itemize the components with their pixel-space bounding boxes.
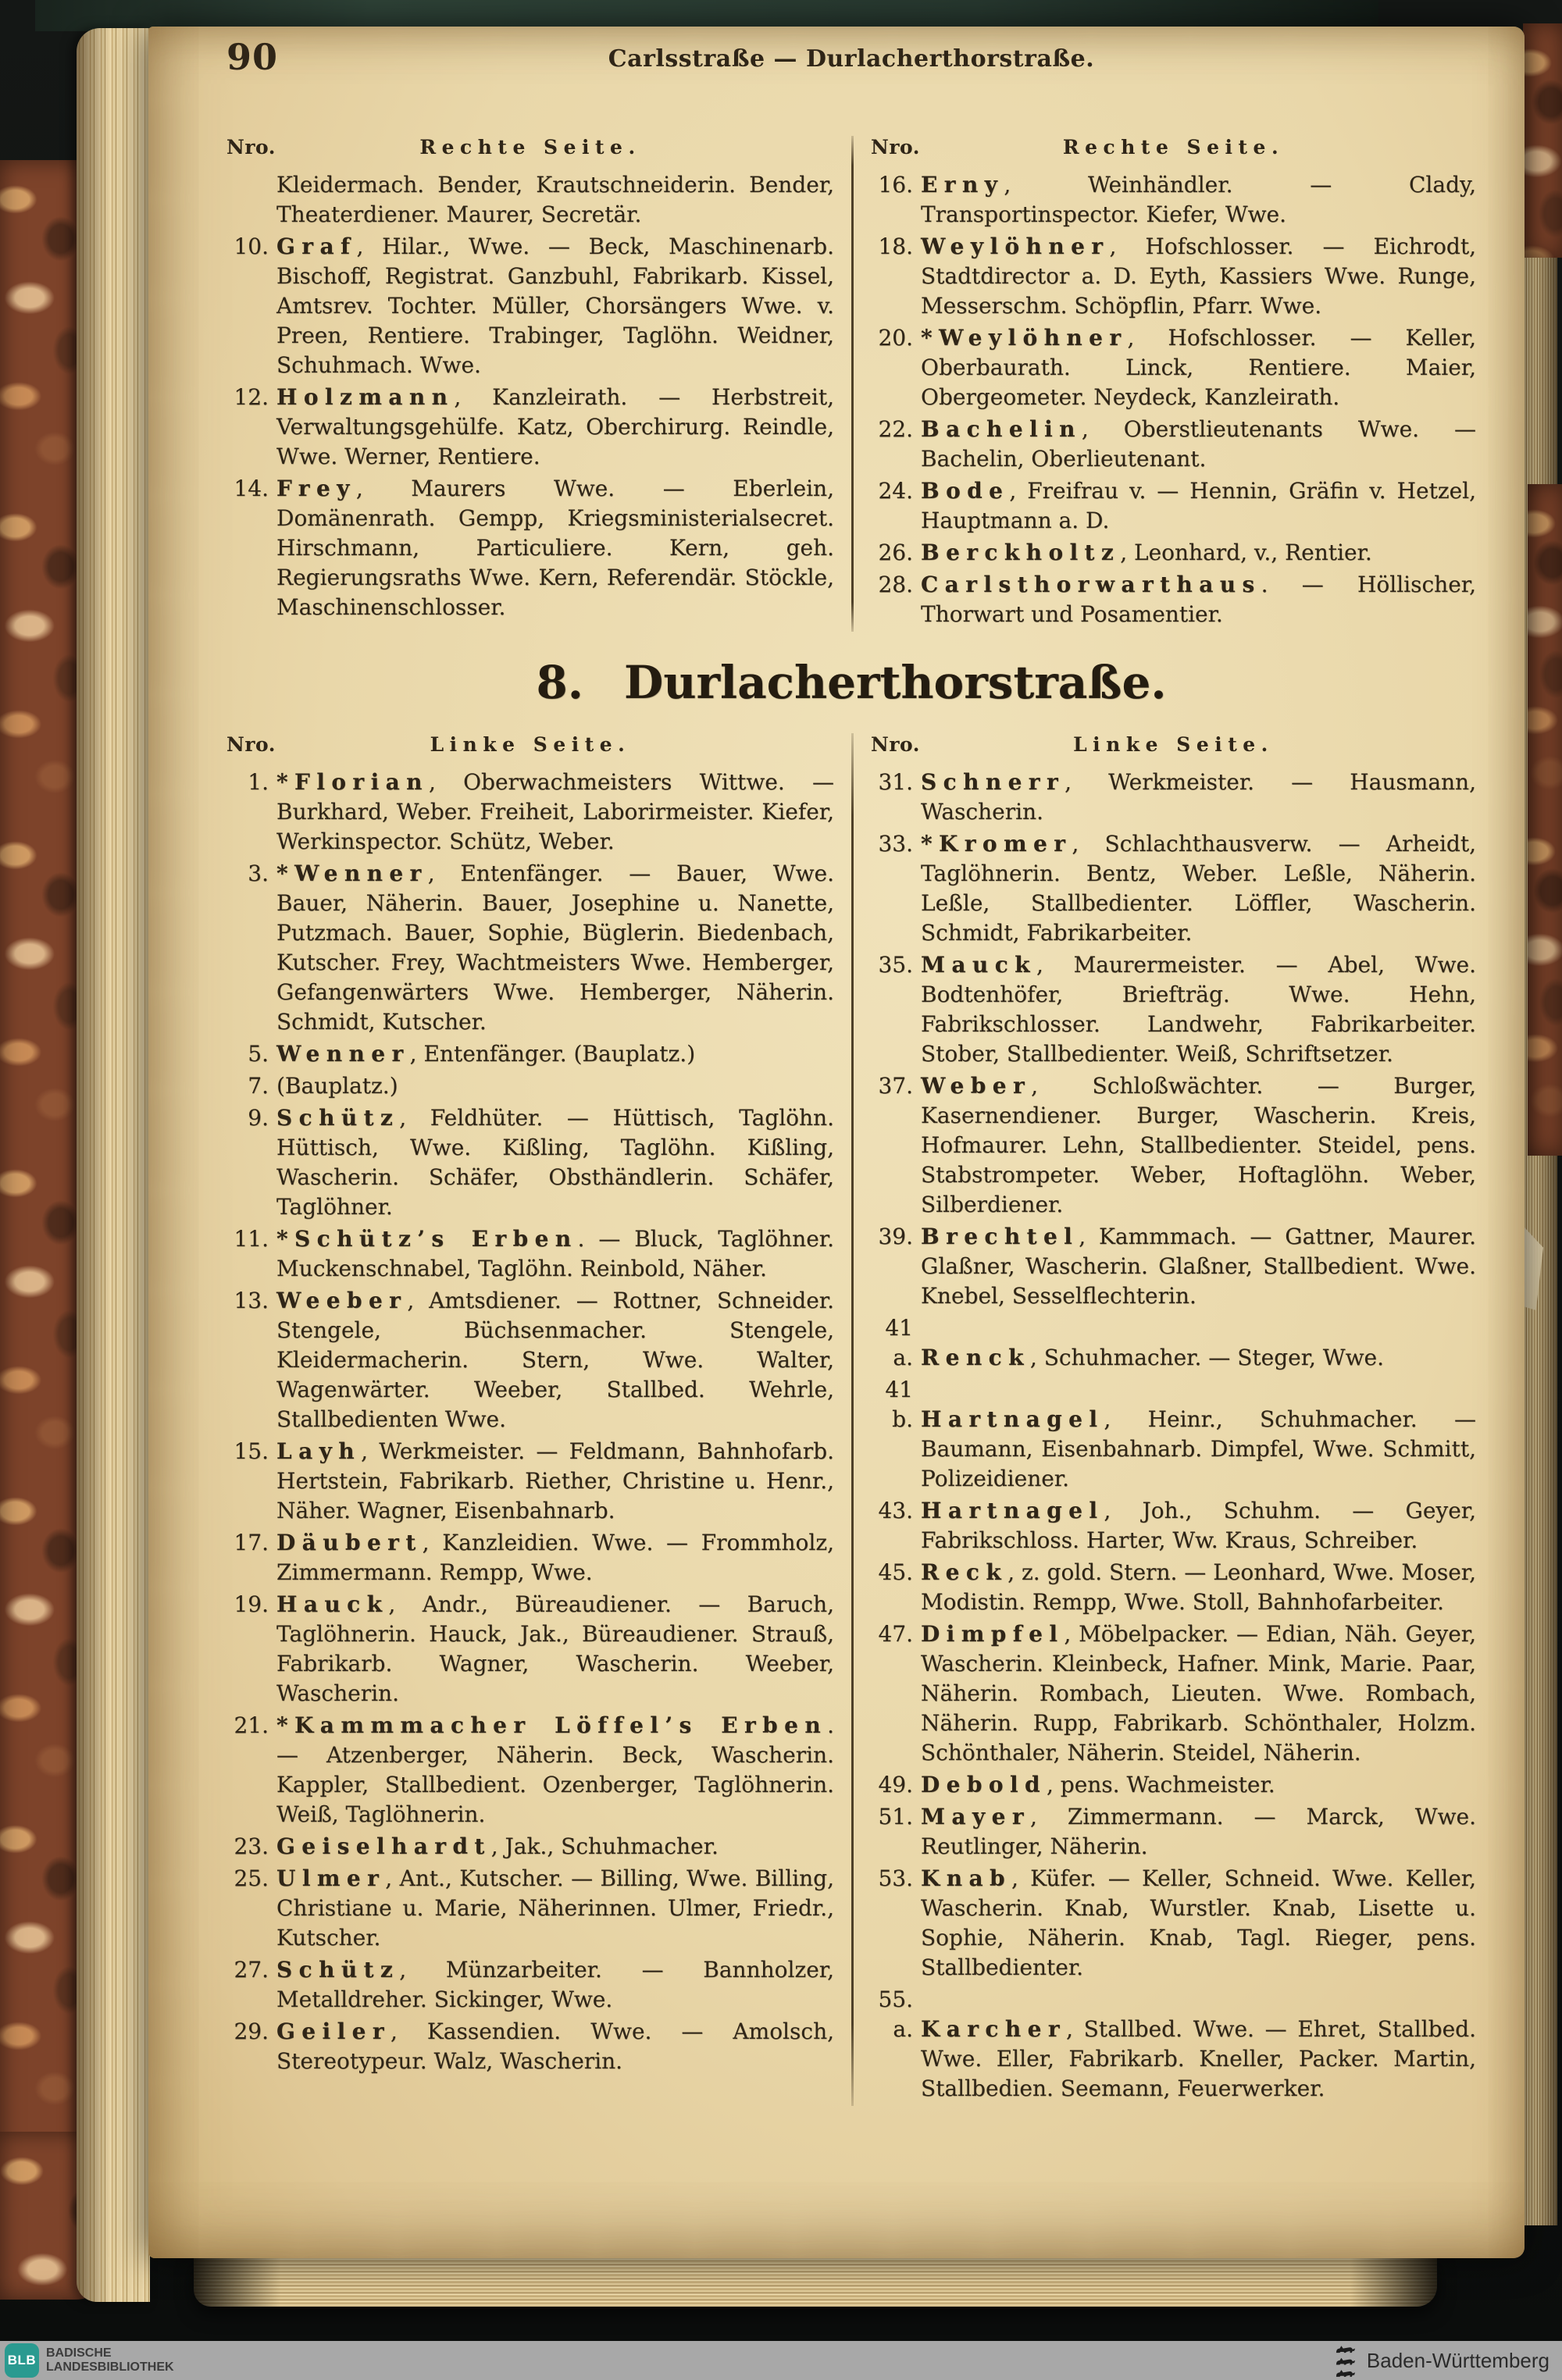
entry-name: Graf bbox=[276, 233, 357, 259]
entry-number: 12. bbox=[234, 384, 269, 410]
entry-text: , Feldhüter. — Hüttisch, Taglöhn. Hüttisch, Wwe. Kißling, Taglöhn. Kißling, Wascherin. Schäfer, Obsthändlerin. Schäfer, Taglöhner. bbox=[276, 1105, 834, 1220]
directory-entry bbox=[871, 950, 1476, 1069]
entry-name: Schütz bbox=[276, 1105, 400, 1131]
entry-number: 41 b. bbox=[885, 1377, 913, 1432]
library-name bbox=[46, 2346, 174, 2375]
entry-text: , Heinr., Schuhmacher. — Baumann, Eisenbahnarb. Dimpfel, Wwe. Schmitt, Polizeidiener. bbox=[921, 1406, 1476, 1491]
street-name: Durlacherthorstraße. bbox=[624, 656, 1167, 709]
entry-text: , Maurers Wwe. — Eberlein, Domänenrath. Gempp, Kriegsministerialsecret. Hirschmann, Particuliere. Kern, geh. Regierungsraths Wwe. Kern, Referendär. Stöckle, Maschinenschlosser. bbox=[276, 476, 834, 620]
entry-number: 10. bbox=[234, 233, 269, 259]
entry-name: *Kammmacher Löffel’s Erben bbox=[276, 1712, 828, 1738]
entry-text: , z. gold. Stern. — Leonhard, Wwe. Moser, Modistin. Rempp, Wwe. Stoll, Bahnhofarbeiter. bbox=[921, 1559, 1476, 1615]
entries-list bbox=[871, 170, 1476, 629]
directory-entry bbox=[871, 1864, 1476, 1983]
nro-label: Nro. bbox=[871, 136, 920, 159]
directory-entry bbox=[226, 1864, 834, 1953]
entry-text: . — Atzenberger, Näherin. Beck, Wascherin. Kappler, Stallbedient. Ozenberger, Taglöhnerin. Weiß, Taglöhnerin. bbox=[276, 1712, 834, 1827]
library-name-line2: LANDESBIBLIOTHEK bbox=[46, 2360, 174, 2374]
entry-number: 20. bbox=[878, 325, 913, 351]
directory-entry bbox=[871, 170, 1476, 230]
entry-text: , pens. Wachmeister. bbox=[1046, 1772, 1275, 1797]
entries-list bbox=[871, 768, 1476, 2104]
entry-text: , Leonhard, v., Rentier. bbox=[1120, 540, 1372, 565]
book-page bbox=[148, 27, 1525, 2258]
marbled-cover-left bbox=[0, 160, 84, 2159]
street-number: 8. bbox=[536, 656, 584, 709]
entry-number: 23. bbox=[234, 1833, 269, 1859]
entry-number: 27. bbox=[234, 1957, 269, 1983]
column-header bbox=[226, 136, 834, 162]
nro-label: Nro. bbox=[226, 733, 276, 756]
entry-name: Wenner bbox=[276, 1041, 410, 1067]
side-label: Linke Seite. bbox=[1073, 733, 1274, 756]
directory-entry bbox=[871, 1222, 1476, 1311]
column-header bbox=[871, 733, 1476, 760]
entry-text: , Entenfänger. — Bauer, Wwe. Bauer, Näherin. Bauer, Josephine u. Nanette, Putzmach. Bauer, Sophie, Büglerin. Biedenbach, Kutscher. Frey, Wachtmeisters Wwe. Hemberger, Gefangenwärters Wwe. Hemberger, Näherin. Schmidt, Kutscher. bbox=[276, 860, 834, 1035]
directory-entry bbox=[871, 1375, 1476, 1494]
entry-text: (Bauplatz.) bbox=[276, 1073, 398, 1099]
entry-text: , Stallbed. Wwe. — Ehret, Stallbed. Wwe. Eller, Fabrikarb. Kneller, Packer. Martin, Stallbedien. Seemann, Feuerwerker. bbox=[921, 2016, 1476, 2101]
directory-entry bbox=[226, 1039, 834, 1069]
entry-name: Renck bbox=[921, 1345, 1030, 1370]
entry-number: 45. bbox=[878, 1559, 913, 1585]
library-name-line1: BADISCHE bbox=[46, 2346, 112, 2360]
entry-number: 5. bbox=[248, 1041, 269, 1067]
column-divider bbox=[851, 733, 854, 2106]
column-bottom-left bbox=[226, 733, 834, 2106]
directory-entry bbox=[226, 170, 834, 230]
entry-number: 13. bbox=[234, 1288, 269, 1313]
directory-entry bbox=[226, 1955, 834, 2015]
directory-entry bbox=[871, 232, 1476, 321]
entry-number: 47. bbox=[878, 1621, 913, 1647]
entry-name: Geiselhardt bbox=[276, 1833, 491, 1859]
directory-entry bbox=[226, 232, 834, 380]
entry-text: , Kanzleidien. Wwe. — Frommholz, Zimmermann. Rempp, Wwe. bbox=[276, 1530, 834, 1585]
entry-text: , Zimmermann. — Marck, Wwe. Reutlinger, Näherin. bbox=[921, 1804, 1476, 1859]
entry-name: Weber bbox=[921, 1073, 1032, 1099]
entry-name: *Kromer bbox=[921, 831, 1072, 857]
entry-number: 31. bbox=[878, 769, 913, 795]
entry-name: Mayer bbox=[921, 1804, 1030, 1830]
entry-text: , Weinhändler. — Clady, Transportinspector. Kiefer, Wwe. bbox=[921, 172, 1476, 227]
directory-entry bbox=[871, 570, 1476, 629]
entry-text: , Münzarbeiter. — Bannholzer, Metalldreher. Sickinger, Wwe. bbox=[276, 1957, 834, 2012]
directory-entry bbox=[871, 1496, 1476, 1555]
entry-number: 41 a. bbox=[885, 1315, 913, 1370]
directory-entry bbox=[226, 383, 834, 472]
directory-entry bbox=[226, 1224, 834, 1284]
entry-name: *Schütz’s Erben bbox=[276, 1226, 578, 1252]
directory-entry bbox=[226, 1528, 834, 1587]
entry-text: , Werkmeister. — Feldmann, Bahnhofarb. Hertstein, Fabrikarb. Riether, Christine u. Henr., Näher. Wagner, Eisenbahnarb. bbox=[276, 1438, 834, 1523]
entry-number: 24. bbox=[878, 478, 913, 504]
entry-name: Schnerr bbox=[921, 769, 1065, 795]
directory-entry bbox=[226, 1590, 834, 1708]
viewer-footer-bar bbox=[0, 2341, 1562, 2380]
entry-number: 29. bbox=[234, 2018, 269, 2044]
entry-text: , Möbelpacker. — Edian, Näh. Geyer, Wascherin. Kleinbeck, Hafner. Mink, Marie. Paar, Näherin. Rombach, Lieuten. Wwe. Rombach, Näherin. Rupp, Fabrikarb. Schönthaler, Holzm. Schönthaler, Näherin. Steidel, Näherin. bbox=[921, 1621, 1476, 1765]
entry-name: Hauck bbox=[276, 1591, 389, 1617]
entry-number: 35. bbox=[878, 952, 913, 978]
entry-number: 14. bbox=[234, 476, 269, 501]
entry-name: Hartnagel bbox=[921, 1406, 1104, 1432]
entry-text: , Schlachthausverw. — Arheidt, Taglöhnerin. Bentz, Weber. Leßle, Näherin. Leßle, Stallbedienter. Löffler, Wascherin. Schmidt, Fabrikarbeiter. bbox=[921, 831, 1476, 946]
directory-entry bbox=[871, 476, 1476, 536]
side-label: Rechte Seite. bbox=[1062, 136, 1285, 159]
entry-name: *Florian bbox=[276, 769, 429, 795]
entry-name: Geiler bbox=[276, 2018, 390, 2044]
entry-text: , Ant., Kutscher. — Billing, Wwe. Billing, Christiane u. Marie, Näherinnen. Ulmer, Friedr., Kutscher. bbox=[276, 1865, 834, 1951]
entry-number: 21. bbox=[234, 1712, 269, 1738]
entry-name: Mauck bbox=[921, 952, 1036, 978]
entry-text: , Maurermeister. — Abel, Wwe. Bodtenhöfer, Briefträg. Wwe. Hehn, Fabrikschlosser. Landwehr, Fabrikarbeiter. Stober, Stallbedienter. Weiß, Schriftsetzer. bbox=[921, 952, 1476, 1067]
directory-entry bbox=[871, 1985, 1476, 2104]
entry-text: , Hilar., Wwe. — Beck, Maschinenarb. Bischoff, Registrat. Ganzbuhl, Fabrikarb. Kissel, Amtsrev. Tochter. Müller, Chorsängers Wwe. v. Preen, Rentiere. Trabinger, Taglöhn. Weidner, Schuhmach. Wwe. bbox=[276, 233, 834, 378]
bw-lions-icon bbox=[1334, 2343, 1357, 2378]
entry-text: . — Bluck, Taglöhner. Muckenschnabel, Taglöhn. Reinbold, Näher. bbox=[276, 1226, 834, 1281]
directory-entry bbox=[871, 1313, 1476, 1373]
entry-number: 9. bbox=[248, 1105, 269, 1131]
directory-entry bbox=[871, 1071, 1476, 1220]
entry-name: Layh bbox=[276, 1438, 362, 1464]
entry-number: 43. bbox=[878, 1498, 913, 1523]
entry-text: , Oberstlieutenants Wwe. — Bachelin, Oberlieutenant. bbox=[921, 416, 1476, 472]
entry-number: 1. bbox=[248, 769, 269, 795]
entry-name: Weeber bbox=[276, 1288, 408, 1313]
directory-entry bbox=[226, 1103, 834, 1222]
directory-entry bbox=[871, 415, 1476, 474]
entry-name: Weylöhner bbox=[921, 233, 1110, 259]
entry-text: , Andr., Büreaudiener. — Baruch, Taglöhnerin. Hauck, Jak., Büreaudiener. Strauß, Fabrikarb. Wagner, Wascherin. Weeber, Wascherin. bbox=[276, 1591, 834, 1706]
directory-entry bbox=[226, 1071, 834, 1101]
entry-text: , Schloßwächter. — Burger, Kasernendiener. Burger, Wascherin. Kreis, Hofmaurer. Lehn, Stallbedienter. Steidel, pens. Stabstrompeter. Weber, Hoftaglöhn. Weber, Silberdiener. bbox=[921, 1073, 1476, 1217]
entry-number: 7. bbox=[248, 1073, 269, 1099]
entry-name: Brechtel bbox=[921, 1224, 1079, 1249]
entry-number: 11. bbox=[234, 1226, 269, 1252]
entry-text: , Entenfänger. (Bauplatz.) bbox=[409, 1041, 696, 1067]
directory-entry bbox=[871, 1770, 1476, 1800]
directory-entry bbox=[226, 474, 834, 622]
entry-text: , Jak., Schuhmacher. bbox=[490, 1833, 719, 1859]
column-top-left bbox=[226, 136, 834, 632]
page-edges-bottom bbox=[194, 2258, 1437, 2307]
entry-name: Carlsthorwarthaus bbox=[921, 572, 1261, 597]
entry-name: Schütz bbox=[276, 1957, 400, 1983]
entry-text: , Kanzleirath. — Herbstreit, Verwaltungsgehülfe. Katz, Oberchirurg. Reindle, Wwe. Werner, Rentiere. bbox=[276, 384, 834, 469]
entry-name: Knab bbox=[921, 1865, 1012, 1891]
entry-text: , Hofschlosser. — Keller, Oberbaurath. Linck, Rentiere. Maier, Obergeometer. Neydeck, Kanzleirath. bbox=[921, 325, 1476, 410]
entry-number: 39. bbox=[878, 1224, 913, 1249]
entry-number: 28. bbox=[878, 572, 913, 597]
column-bottom-right bbox=[871, 733, 1476, 2106]
entry-number: 55. a. bbox=[878, 1986, 913, 2042]
entry-text: , Kassendien. Wwe. — Amolsch, Stereotypeur. Walz, Wascherin. bbox=[276, 2018, 834, 2074]
entry-name: Debold bbox=[921, 1772, 1047, 1797]
directory-entry bbox=[871, 323, 1476, 412]
entry-number: 53. bbox=[878, 1865, 913, 1891]
entry-name: *Weylöhner bbox=[921, 325, 1128, 351]
entry-text: , Küfer. — Keller, Schneid. Wwe. Keller, Wascherin. Knab, Wurstler. Knab, Lisette u. Sophie, Näherin. Knab, Tagl. Rieger, pens. Stallbedienter. bbox=[921, 1865, 1476, 1980]
directory-entry bbox=[871, 829, 1476, 948]
directory-entry bbox=[226, 1832, 834, 1862]
entry-text: , Amtsdiener. — Rottner, Schneider. Stengele, Büchsenmacher. Stengele, Kleidermacherin. Stern, Wwe. Walter, Wagenwärter. Weeber, Stallbed. Wehrle, Stallbedienten Wwe. bbox=[276, 1288, 834, 1432]
marbled-cover-right bbox=[1528, 484, 1562, 1156]
side-label: Linke Seite. bbox=[430, 733, 631, 756]
directory-entry bbox=[226, 768, 834, 857]
side-label: Rechte Seite. bbox=[419, 136, 641, 159]
entry-number: 22. bbox=[878, 416, 913, 442]
entries-list bbox=[226, 170, 834, 622]
street-section-heading bbox=[226, 656, 1476, 709]
entry-number: 25. bbox=[234, 1865, 269, 1891]
entry-name: Däubert bbox=[276, 1530, 423, 1555]
entry-number: 17. bbox=[234, 1530, 269, 1555]
entry-number: 33. bbox=[878, 831, 913, 857]
directory-entry bbox=[871, 1802, 1476, 1862]
entry-name: Berckholtz bbox=[921, 540, 1121, 565]
directory-entry bbox=[871, 768, 1476, 827]
entry-name: Karcher bbox=[921, 2016, 1067, 2042]
entry-number: 19. bbox=[234, 1591, 269, 1617]
directory-entry bbox=[226, 2017, 834, 2076]
entry-text: Kleidermach. Bender, Krautschneiderin. Bender, Theaterdiener. Maurer, Secretär. bbox=[276, 172, 834, 227]
directory-entry bbox=[226, 859, 834, 1037]
entry-number: 3. bbox=[248, 860, 269, 886]
directory-entry bbox=[226, 1437, 834, 1526]
entry-name: Bachelin bbox=[921, 416, 1082, 442]
column-top-right bbox=[871, 136, 1476, 632]
nro-label: Nro. bbox=[871, 733, 920, 756]
entry-name: Reck bbox=[921, 1559, 1008, 1585]
entry-name: Bode bbox=[921, 478, 1010, 504]
entry-text: , Werkmeister. — Hausmann, Wascherin. bbox=[921, 769, 1476, 825]
entry-number: 49. bbox=[878, 1772, 913, 1797]
column-header bbox=[226, 733, 834, 760]
entry-name: Dimpfel bbox=[921, 1621, 1065, 1647]
section-durlacherthorstrasse bbox=[226, 733, 1476, 2106]
running-head: Carlsstraße — Durlacherthorstraße. bbox=[608, 45, 1095, 73]
directory-entry bbox=[871, 1619, 1476, 1768]
directory-entry bbox=[871, 538, 1476, 568]
entry-text: , Oberwachmeisters Wittwe. — Burkhard, Weber. Freiheit, Laborirmeister. Kiefer, Werkinspector. Schütz, Weber. bbox=[276, 769, 834, 854]
entry-number: 15. bbox=[234, 1438, 269, 1464]
nro-label: Nro. bbox=[226, 136, 276, 159]
state-label: Baden-Württemberg bbox=[1366, 2348, 1550, 2372]
column-header bbox=[871, 136, 1476, 162]
marbled-cover-top-right bbox=[1523, 23, 1562, 258]
section-carlsstrasse bbox=[226, 136, 1476, 632]
entry-name: Frey bbox=[276, 476, 356, 501]
entry-text: , Schuhmacher. — Steger, Wwe. bbox=[1029, 1345, 1385, 1370]
baden-wuerttemberg-logo bbox=[1334, 2343, 1550, 2378]
entry-name: Holzmann bbox=[276, 384, 455, 410]
entry-name: Erny bbox=[921, 172, 1004, 198]
entry-text: , Joh., Schuhm. — Geyer, Fabrikschloss. Harter, Ww. Kraus, Schreiber. bbox=[921, 1498, 1476, 1553]
entry-text: . — Höllischer, Thorwart und Posamentier. bbox=[921, 572, 1476, 627]
directory-entry bbox=[226, 1711, 834, 1830]
entry-name: Hartnagel bbox=[921, 1498, 1104, 1523]
entry-number: 26. bbox=[878, 540, 913, 565]
entry-text: , Hofschlosser. — Eichrodt, Stadtdirector a. D. Eyth, Kassiers Wwe. Runge, Messerschm. Schöpflin, Pfarr. Wwe. bbox=[921, 233, 1476, 319]
blb-logo: BLB bbox=[5, 2343, 39, 2378]
column-divider bbox=[851, 136, 854, 632]
entry-text: , Freifrau v. — Hennin, Gräfin v. Hetzel, Hauptmann a. D. bbox=[921, 478, 1476, 533]
entry-number: 16. bbox=[878, 172, 913, 198]
page-edges-left bbox=[77, 28, 150, 2302]
directory-entry bbox=[871, 1558, 1476, 1617]
entries-list bbox=[226, 768, 834, 2076]
entry-name: *Wenner bbox=[276, 860, 428, 886]
entry-text: , Kammmach. — Gattner, Maurer. Glaßner, Wascherin. Glaßner, Stallbedient. Wwe. Knebel, Sesselflechterin. bbox=[921, 1224, 1476, 1309]
entry-number: 51. bbox=[878, 1804, 913, 1830]
entry-number: 37. bbox=[878, 1073, 913, 1099]
entry-number: 18. bbox=[878, 233, 913, 259]
entry-name: Ulmer bbox=[276, 1865, 386, 1891]
page-number: 90 bbox=[226, 36, 279, 78]
directory-entry bbox=[226, 1286, 834, 1434]
